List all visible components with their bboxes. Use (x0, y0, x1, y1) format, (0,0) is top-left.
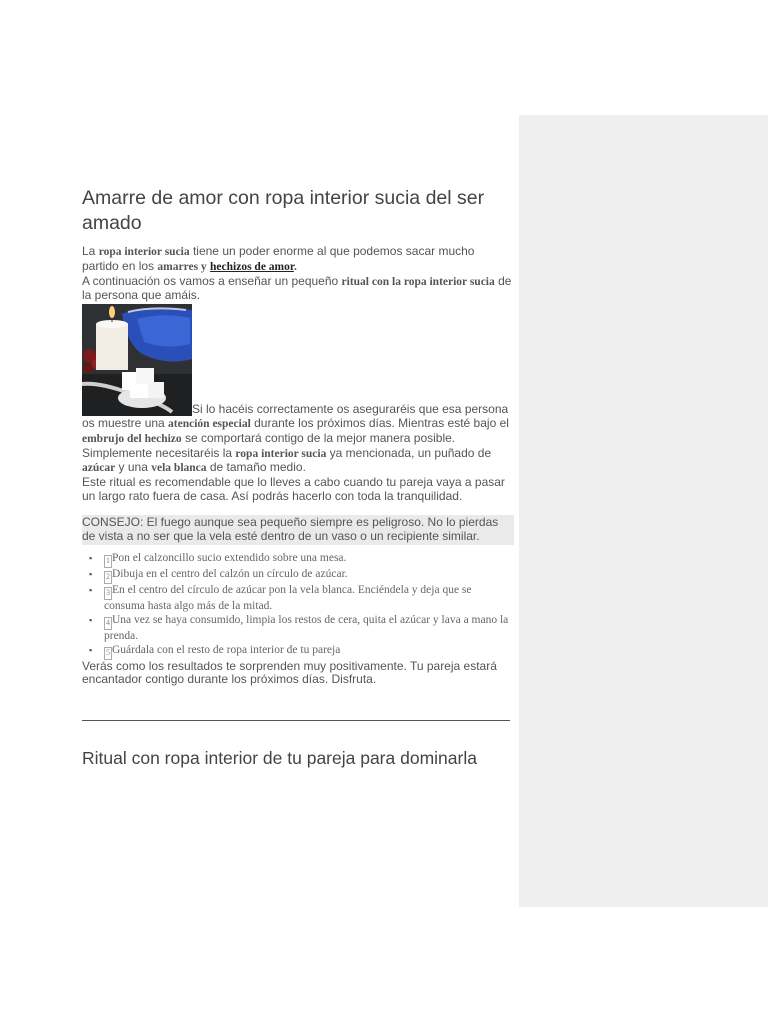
candle-sugar-underwear-image (82, 304, 192, 416)
bullet-icon: ▪ (89, 585, 93, 596)
list-item: ▪ 2 Dibuja en el centro del calzón un círculo de azúcar. (82, 568, 512, 584)
body-paragraph-1: Si lo hacéis correctamente os aseguraréis que esa persona os muestre una atención especial durante los próximos días. Mientras esté bajo el embrujo del hechizo se comportará contigo de la mejor manera posible. (82, 402, 509, 445)
tip-box: CONSEJO: El fuego aunque sea pequeño siempre es peligroso. No lo pierdas de vista a no ser que la vela esté dentro de un vaso o un recipiente similar. (82, 515, 514, 546)
bullet-icon: ▪ (89, 614, 93, 625)
list-item: ▪ 4 Una vez se haya consumido, limpia los restos de cera, quita el azúcar y lava a mano la prenda. (89, 613, 509, 642)
article (82, 186, 512, 769)
body-paragraph-3: Este ritual es recomendable que lo lleves a cabo cuando tu pareja vaya a pasar un largo rato fuera de casa. Así podrás hacerlo con toda la tranquilidad. (82, 475, 505, 503)
keyword-ritual: ritual con la ropa interior sucia (341, 275, 495, 288)
step-number: 1 (104, 555, 112, 568)
body-paragraph-2: Simplemente necesitaréis la ropa interior sucia ya mencionada, un puñado de azúcar y una vela blanca de tamaño medio. (82, 445, 492, 475)
article-title: Amarre de amor con ropa interior sucia del ser amado (82, 187, 485, 234)
list-item: ▪ 1 Pon el calzoncillo sucio extendido sobre una mesa. (82, 552, 512, 568)
bullet-icon: ▪ (89, 644, 93, 655)
step-number: 3 (104, 587, 112, 600)
hechizos-de-amor-link[interactable]: hechizos de amor (210, 260, 294, 273)
ritual-photo (82, 304, 192, 416)
bullet-icon: ▪ (89, 569, 93, 580)
outro-paragraph: Verás como los resultados te sorprenden muy positivamente. Tu pareja estará encantador contigo durante los próximos días. Disfruta. (82, 658, 497, 687)
keyword-ropa-interior: ropa interior sucia (98, 246, 190, 258)
step-number: 2 (104, 571, 112, 584)
steps-list (82, 552, 512, 659)
intro-paragraph-2: A continuación os vamos a enseñar un pequeño ritual con la ropa interior sucia de la persona que amáis. (82, 273, 512, 303)
step-number: 5 (104, 647, 112, 660)
list-item: ▪ 5 Guárdala con el resto de ropa interior de tu pareja (82, 644, 512, 660)
keyword-amarres: amarres y (157, 260, 207, 273)
intro-paragraph-1: La ropa interior sucia tiene un poder enorme al que podemos sacar mucho partido en los amarres y hechizos de amor. (82, 244, 475, 273)
step-number: 4 (104, 617, 112, 630)
list-item: ▪ 3 En el centro del círculo de azúcar pon la vela blanca. Enciéndela y deja que se consuma hasta algo más de la mitad. (89, 584, 472, 613)
section-divider (82, 720, 510, 721)
bullet-icon: ▪ (89, 553, 93, 564)
next-section-heading: Ritual con ropa interior de tu pareja para dominarla (82, 748, 477, 769)
comment-pane (519, 115, 768, 907)
